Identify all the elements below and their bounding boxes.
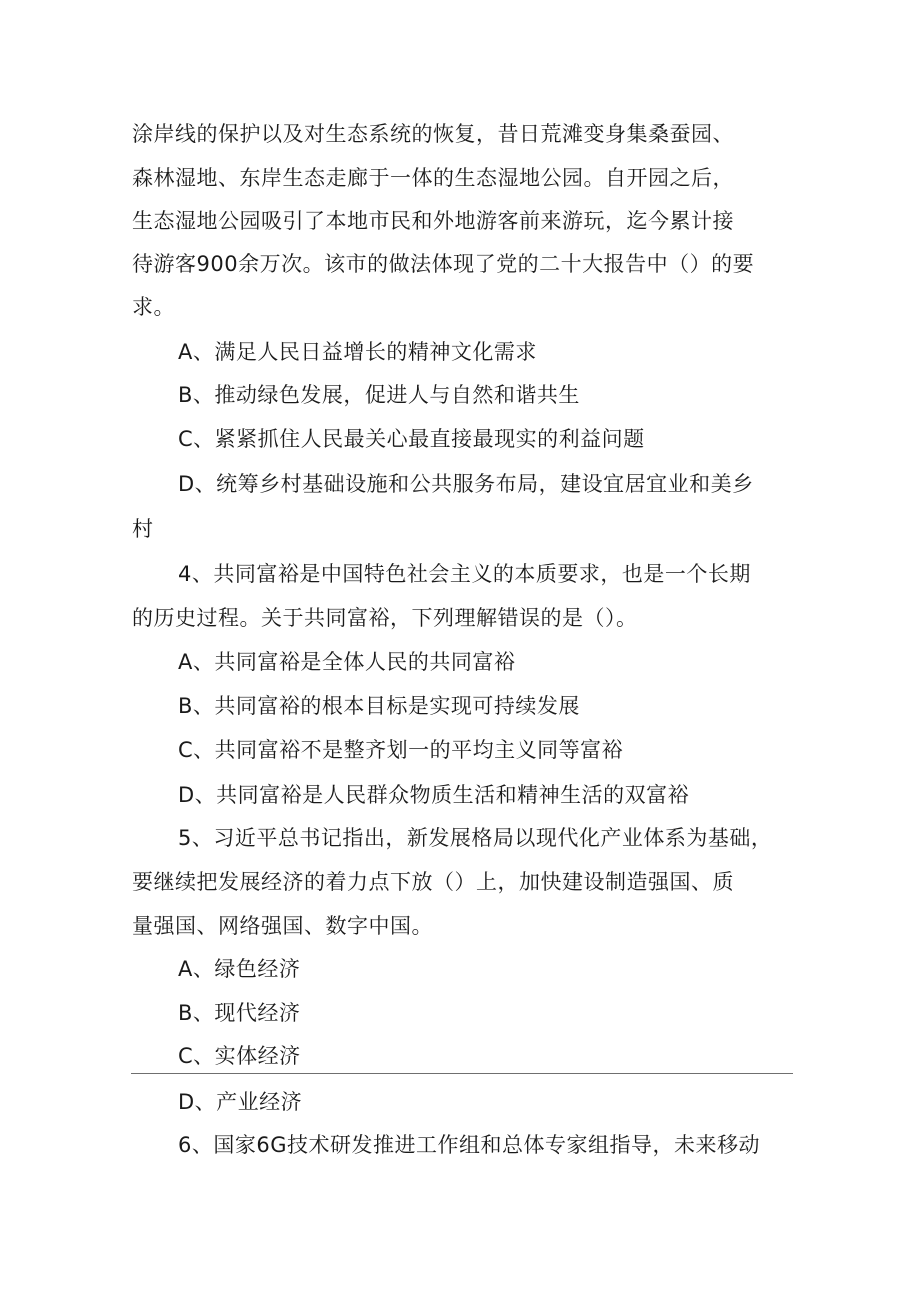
q4-option-a: A、共同富裕是全体人民的共同富裕 bbox=[178, 650, 516, 674]
q3-stem-line: 涂岸线的保护以及对生态系统的恢复，昔日荒滩变身集桑蚕园、 bbox=[132, 122, 734, 146]
page-break-rule bbox=[131, 1073, 793, 1074]
q5-option-c: C、实体经济 bbox=[178, 1044, 301, 1068]
q3-stem-line: 生态湿地公园吸引了本地市民和外地游客前来游玩，迄今累计接 bbox=[132, 209, 734, 233]
q3-stem-line: 森林湿地、东岸生态走廊于一体的生态湿地公园。自开园之后， bbox=[132, 166, 734, 190]
q6-stem: 6、国家6G技术研发推进工作组和总体专家组指导，未来移动 bbox=[178, 1133, 760, 1157]
q4-stem-continued: 的历史过程。关于共同富裕，下列理解错误的是（）。 bbox=[132, 606, 638, 630]
q5-stem-continued: 要继续把发展经济的着力点下放（）上，加快建设制造强国、质 bbox=[132, 870, 734, 894]
q3-option-b: B、推动绿色发展，促进人与自然和谐共生 bbox=[178, 383, 580, 407]
q4-option-c: C、共同富裕不是整齐划一的平均主义同等富裕 bbox=[178, 738, 624, 762]
q4-stem: 4、共同富裕是中国特色社会主义的本质要求，也是一个长期 bbox=[178, 562, 751, 586]
q5-stem-continued: 量强国、网络强国、数字中国。 bbox=[132, 914, 433, 938]
q5-stem: 5、习近平总书记指出，新发展格局以现代化产业体系为基础， bbox=[178, 826, 773, 850]
q4-option-b: B、共同富裕的根本目标是实现可持续发展 bbox=[178, 694, 580, 718]
q3-option-a: A、满足人民日益增长的精神文化需求 bbox=[178, 340, 537, 364]
q5-option-a: A、绿色经济 bbox=[178, 957, 301, 981]
q3-option-d-continued: 村 bbox=[132, 517, 154, 541]
q3-stem-line: 求。 bbox=[132, 295, 175, 319]
q5-option-b: B、现代经济 bbox=[178, 1001, 301, 1025]
q3-option-d: D、统筹乡村基础设施和公共服务布局，建设宜居宜业和美乡 bbox=[178, 472, 754, 496]
q5-option-d: D、产业经济 bbox=[178, 1090, 303, 1114]
q3-stem-line: 待游客900余万次。该市的做法体现了党的二十大报告中（）的要 bbox=[132, 252, 755, 276]
q4-option-d: D、共同富裕是人民群众物质生活和精神生活的双富裕 bbox=[178, 783, 690, 807]
q3-option-c: C、紧紧抓住人民最关心最直接最现实的利益问题 bbox=[178, 427, 645, 451]
